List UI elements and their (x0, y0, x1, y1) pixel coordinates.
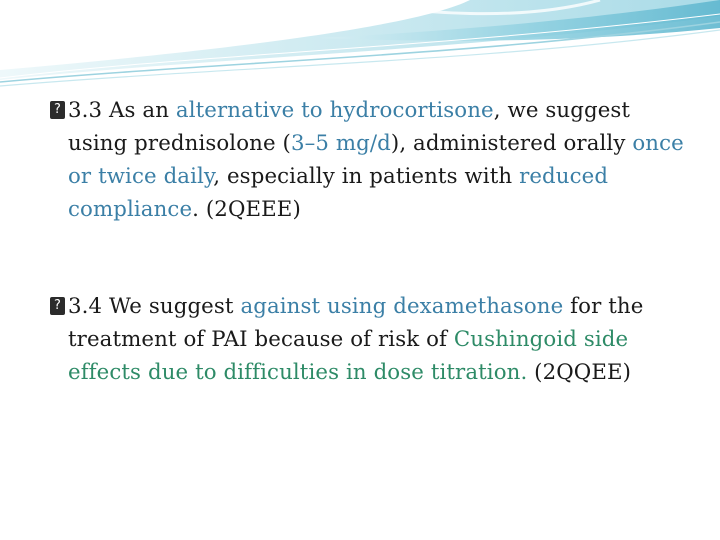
bullet-marker-icon: ? (50, 297, 65, 315)
bullet-3-3 (50, 94, 690, 226)
header-wave-decoration (0, 0, 720, 90)
bullet-3-4 (50, 290, 690, 389)
bullet-marker-icon: ? (50, 101, 65, 119)
slide-body (50, 94, 690, 389)
bullet-text: 3.3 As an alternative to hydrocortisone, we suggest using prednisolone (3–5 mg/d), administered orally once or twice daily, especially in patients with reduced compliance. (2QEEE) (68, 98, 684, 222)
bullet-text: 3.4 We suggest against using dexamethasone for the treatment of PAI because of risk of Cushingoid side effects due to difficulties in dose titration. (2QQEE) (68, 294, 644, 385)
